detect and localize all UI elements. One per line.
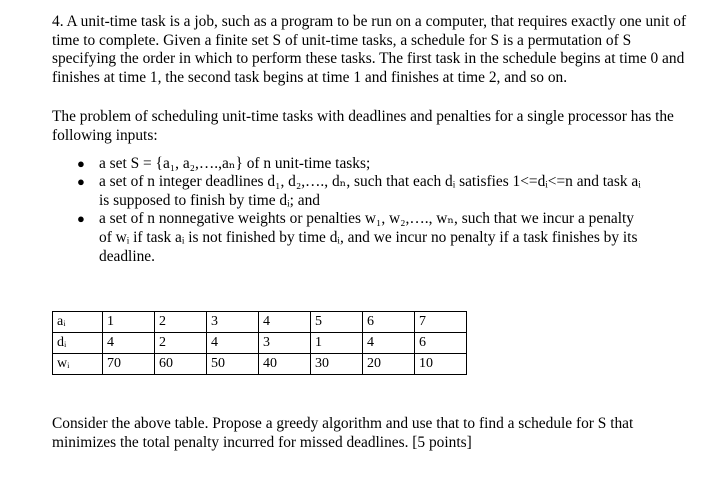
table-row [53,333,467,354]
row-header-w: wᵢ [53,354,103,375]
table-cell: 1 [311,333,363,354]
input-list [52,155,692,267]
table-cell: 4 [103,333,155,354]
table-cell: 3 [259,333,311,354]
table-cell: 1 [103,312,155,333]
row-header-d: dᵢ [53,333,103,354]
input-item-text: a set S = {a₁, a₂,….,aₙ} of n unit-time tasks; [99,154,371,172]
table-cell: 60 [155,354,207,375]
table-cell: 2 [155,333,207,354]
bullet-icon: ● [77,155,85,171]
table-row [53,312,467,333]
row-header-a: aᵢ [53,312,103,333]
table-cell: 6 [363,312,415,333]
table-cell: 2 [155,312,207,333]
closing-paragraph: Consider the above table. Propose a greedy algorithm and use that to find a schedule for S that minimizes the total penalty incurred for missed deadlines. [5 points] [52,415,634,451]
table-cell: 20 [363,354,415,375]
question-page [52,13,692,451]
table-cell: 10 [415,354,467,375]
table-cell: 40 [259,354,311,375]
table-cell: 4 [259,312,311,333]
input-item-deadlines [52,173,647,210]
input-item-weights [52,210,647,266]
table-cell: 30 [311,354,363,375]
input-item-text: a set of n nonnegative weights or penalties w₁, w₂,…., wₙ, such that we incur a penalty of wᵢ if task aᵢ is not finished by time dᵢ, and we incur no penalty if a task finishes by its deadline. [99,210,638,265]
table-cell: 3 [207,312,259,333]
problem-paragraph: The problem of scheduling unit-time tasks with deadlines and penalties for a single processor has the following inputs: [52,108,674,144]
table-cell: 5 [311,312,363,333]
table-cell: 4 [363,333,415,354]
bullet-icon: ● [77,174,85,190]
table-cell: 7 [415,312,467,333]
bullet-icon: ● [77,211,85,227]
table-row [53,354,467,375]
intro-paragraph: 4. A unit-time task is a job, such as a program to be run on a computer, that requires exactly one unit of time to complete. Given a finite set S of unit-time tasks, a schedule for S is a permutation of S specifying the order in which to perform these tasks. The first task in the schedule begins at time 0 and finishes at time 1, the second task begins at time 1 and finishes at time 2, and so on. [52,13,687,86]
table-cell: 4 [207,333,259,354]
table-cell: 70 [103,354,155,375]
table-cell: 50 [207,354,259,375]
task-table [52,311,467,375]
input-item-text: a set of n integer deadlines d₁, d₂,…., dₙ, such that each dᵢ satisfies 1<=dᵢ<=n and task aᵢ is supposed to finish by time dᵢ; and [99,173,641,209]
input-item-set [52,155,647,174]
table-cell: 6 [415,333,467,354]
